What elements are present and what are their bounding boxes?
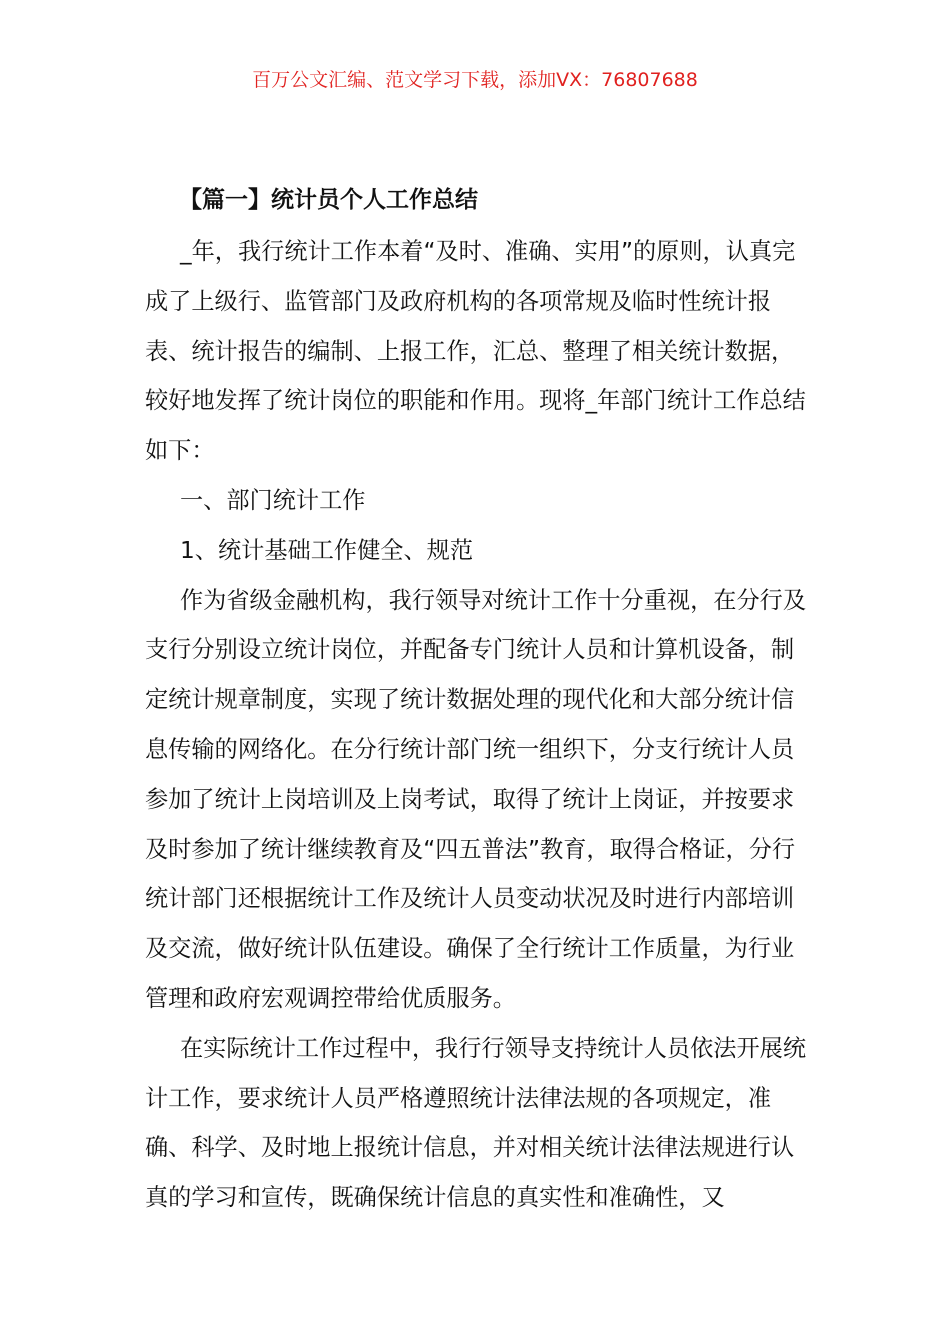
paragraph-body-2: 在实际统计工作过程中，我行行领导支持统计人员依法开展统计工作，要求统计人员严格遵照统计法律法规的各项规定，准确、科学、及时地上报统计信息，并对相关统计法律法规进行认真的学习和宣传，既确保统计信息的真实性和准确性，又 (145, 1034, 807, 1212)
header-banner: 百万公文汇编、范文学习下载，添加VX：76807688 (252, 69, 698, 91)
section-heading: 一、部门统计工作 (180, 486, 366, 514)
paragraph-body-1: 作为省级金融机构，我行领导对统计工作十分重视，在分行及支行分别设立统计岗位，并配备专门统计人员和计算机设备，制定统计规章制度，实现了统计数据处理的现代化和大部分统计信息传输的网络化。在分行统计部门统一组织下，分支行统计人员参加了统计上岗培训及上岗考试，取得了统计上岗证，并按要求及时参加了统计继续教育及“四五普法”教育，取得合格证，分行统计部门还根据统计工作及统计人员变动状况及时进行内部培训及交流，做好统计队伍建设。确保了全行统计工作质量，为行业管理和政府宏观调控带给优质服务。 (145, 586, 807, 1012)
document-body (145, 178, 813, 1223)
paragraph-intro: _年，我行统计工作本着“及时、准确、实用”的原则，认真完成了上级行、监管部门及政府机构的各项常规及临时性统计报表、统计报告的编制、上报工作，汇总、整理了相关统计数据，较好地发挥了统计岗位的职能和作用。现将_年部门统计工作总结如下： (145, 238, 806, 465)
subsection-heading: 1、统计基础工作健全、规范 (180, 536, 474, 564)
document-title: 【篇一】统计员个人工作总结 (179, 187, 478, 213)
